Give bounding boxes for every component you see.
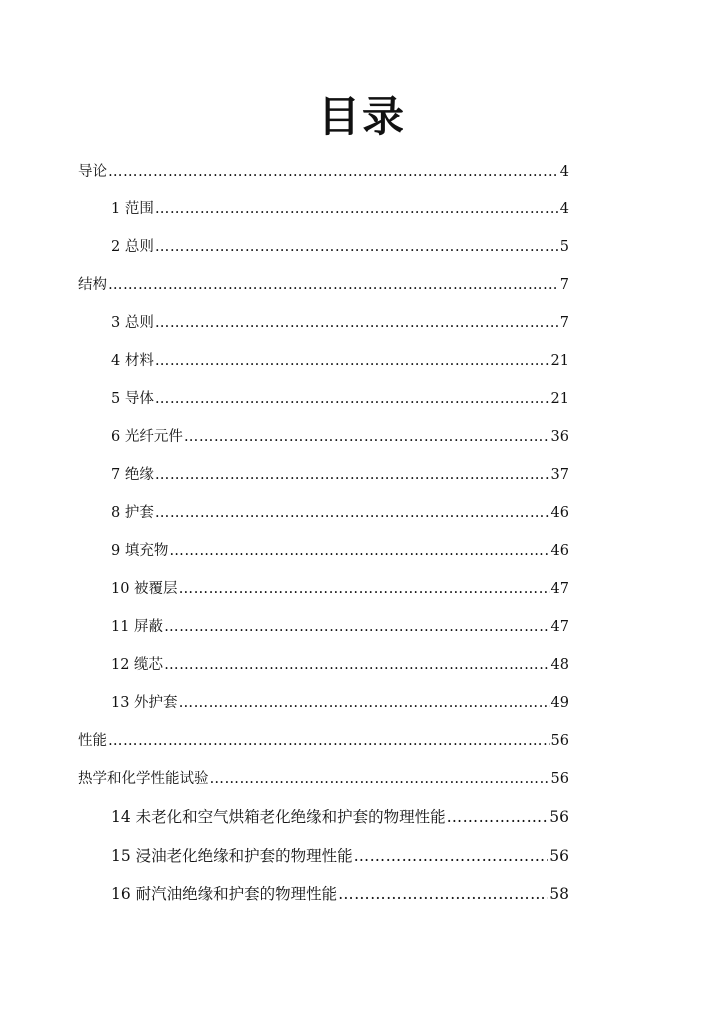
dot-leader xyxy=(155,351,550,371)
toc-entry-label: 9 填充物 xyxy=(111,543,169,559)
toc-entry-fillers[interactable] xyxy=(111,541,569,561)
dot-leader xyxy=(210,769,550,789)
dot-leader xyxy=(155,237,559,257)
toc-entry-insulation[interactable] xyxy=(111,465,569,485)
toc-entry-page: 46 xyxy=(550,543,569,559)
toc-entry-label: 5 导体 xyxy=(111,391,154,407)
toc-entry-unaged-air-oven-aged[interactable] xyxy=(111,807,569,827)
toc-entry-label: 15 浸油老化绝缘和护套的物理性能 xyxy=(111,847,353,865)
toc-entry-materials[interactable] xyxy=(111,351,569,371)
toc-entry-page: 56 xyxy=(550,771,569,787)
toc-entry-optical-fiber[interactable] xyxy=(111,427,569,447)
toc-entry-coverings[interactable] xyxy=(111,579,569,599)
toc-entry-label: 结构 xyxy=(78,277,107,293)
toc-entry-construction[interactable] xyxy=(78,275,569,295)
dot-leader xyxy=(169,541,549,561)
toc-entry-general[interactable] xyxy=(111,237,569,257)
toc-entry-jacket[interactable] xyxy=(111,503,569,523)
toc-entry-introduction[interactable] xyxy=(78,162,569,182)
toc-entry-page: 47 xyxy=(550,581,569,597)
dot-leader xyxy=(164,655,549,675)
dot-leader xyxy=(155,465,550,485)
toc-entry-page: 56 xyxy=(549,847,569,865)
dot-leader xyxy=(354,846,549,866)
toc-entry-scope[interactable] xyxy=(111,199,569,219)
toc-entry-performance[interactable] xyxy=(78,731,569,751)
toc-entry-label: 导论 xyxy=(78,164,107,180)
dot-leader xyxy=(155,389,550,409)
dot-leader xyxy=(179,693,550,713)
toc-entry-label: 14 未老化和空气烘箱老化绝缘和护套的物理性能 xyxy=(111,808,446,826)
toc-entry-page: 7 xyxy=(559,277,569,293)
toc-entry-page: 56 xyxy=(550,733,569,749)
toc-entry-page: 4 xyxy=(559,164,569,180)
toc-entry-page: 47 xyxy=(550,619,569,635)
dot-leader xyxy=(108,162,559,182)
toc-entry-label: 6 光纤元件 xyxy=(111,429,183,445)
dot-leader xyxy=(108,275,559,295)
toc-entry-label: 11 屏蔽 xyxy=(111,619,164,635)
toc-entry-oil-aged[interactable] xyxy=(111,846,569,866)
dot-leader xyxy=(338,884,548,904)
dot-leader xyxy=(155,313,559,333)
toc-entry-page: 36 xyxy=(550,429,569,445)
toc-entry-label: 10 被覆层 xyxy=(111,581,178,597)
toc-entry-general-construction[interactable] xyxy=(111,313,569,333)
toc-entry-cable-core[interactable] xyxy=(111,655,569,675)
dot-leader xyxy=(184,427,550,447)
toc-entry-label: 3 总则 xyxy=(111,315,154,331)
toc-entry-page: 46 xyxy=(550,505,569,521)
toc-entry-page: 5 xyxy=(559,239,569,255)
toc-entry-label: 7 绝缘 xyxy=(111,467,154,483)
toc-entry-page: 7 xyxy=(559,315,569,331)
toc-entry-page: 49 xyxy=(550,695,569,711)
dot-leader xyxy=(447,807,549,827)
toc-entry-page: 58 xyxy=(549,885,569,903)
toc-entry-page: 56 xyxy=(549,808,569,826)
toc-entry-thermal-chemical-tests[interactable] xyxy=(78,769,569,789)
dot-leader xyxy=(155,503,550,523)
toc-entry-page: 4 xyxy=(559,201,569,217)
toc-entry-label: 8 护套 xyxy=(111,505,154,521)
toc-entry-label: 16 耐汽油绝缘和护套的物理性能 xyxy=(111,885,338,903)
toc-entry-outer-jacket[interactable] xyxy=(111,693,569,713)
toc-entry-conductors[interactable] xyxy=(111,389,569,409)
dot-leader xyxy=(155,199,559,219)
toc-entry-label: 性能 xyxy=(78,733,107,749)
toc-entry-page: 48 xyxy=(550,657,569,673)
toc-entry-label: 4 材料 xyxy=(111,353,154,369)
dot-leader xyxy=(164,617,549,637)
toc-entry-label: 12 缆芯 xyxy=(111,657,164,673)
toc-entry-page: 37 xyxy=(550,467,569,483)
dot-leader xyxy=(179,579,550,599)
toc-entry-shielding[interactable] xyxy=(111,617,569,637)
page-title: 目录 xyxy=(317,92,406,141)
toc-entry-label: 2 总则 xyxy=(111,239,154,255)
toc-entry-page: 21 xyxy=(550,391,569,407)
toc-entry-label: 热学和化学性能试验 xyxy=(78,771,209,787)
toc-entry-label: 13 外护套 xyxy=(111,695,178,711)
dot-leader xyxy=(108,731,550,751)
toc-entry-gasoline-resistant[interactable] xyxy=(111,884,569,904)
toc-entry-label: 1 范围 xyxy=(111,201,154,217)
toc-entry-page: 21 xyxy=(550,353,569,369)
